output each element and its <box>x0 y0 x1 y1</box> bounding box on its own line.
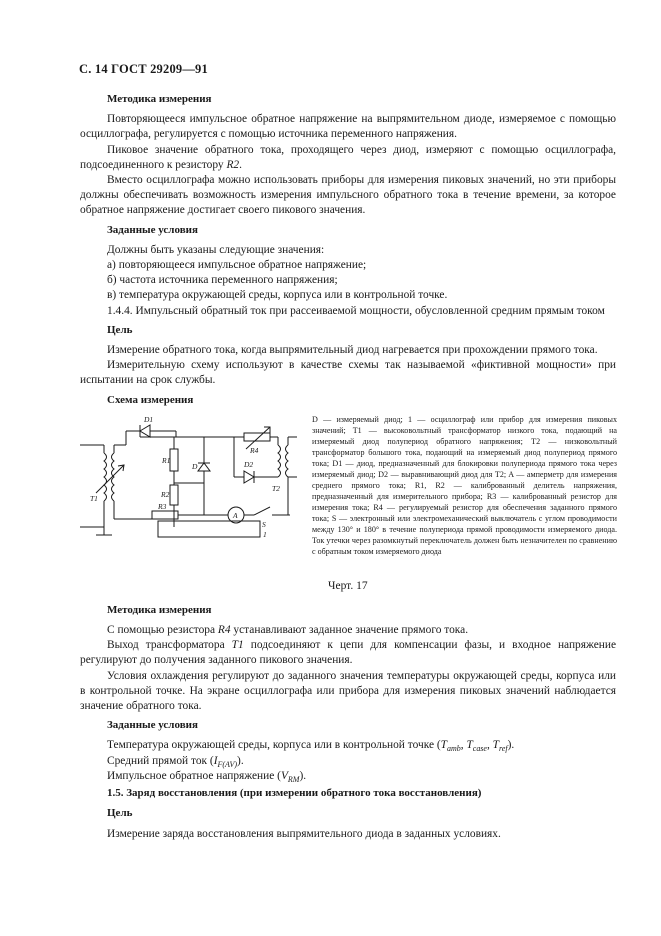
page-header: С. 14 ГОСТ 29209—91 <box>79 62 208 76</box>
label-r2: R2 <box>161 489 170 499</box>
list-item: б) частота источника переменного напряжения; <box>107 274 338 287</box>
label-s: S <box>262 519 266 529</box>
heading-conditions-2: Заданные условия <box>107 719 198 732</box>
circuit-diagram <box>66 413 298 553</box>
paragraph: Измерение обратного тока, когда выпрямительный диод нагревается при прохождении прямого тока. <box>107 344 598 357</box>
paragraph: Должны быть указаны следующие значения: <box>107 243 325 256</box>
paragraph: Повторяющееся импульсное обратное напряжение на выпрямительном диоде, измеряемое с помощью осциллографа, регулируется с помощью источника переменного напряжения. <box>80 113 616 141</box>
condition-reverse-voltage: Импульсное обратное напряжение $(V_{RM})$. <box>107 769 307 784</box>
heading-method-1: Методика измерения <box>107 93 212 105</box>
label-t1: T1 <box>90 493 98 503</box>
label-r4: R4 <box>250 445 259 455</box>
figure-legend: D — измеряемый диод; 1 — осциллограф или прибор для измерения пиковых значений; T1 — высоковольтный трансформатор низкого тока, подающий на измеряемый диод полупериод обратного напряжения; T2 — низковольтный трансформатор большого тока, подающий на измеряемый диод полупериод прямого тока; D1 — диод, предназначенный для блокировки полупериода прямого тока через измеряемый диод; D2 — выравнивающий диод для T2; A — амперметр для измерения среднего прямого тока; R1, R2 — калиброванный делитель напряжения, предназначенный для измерительного прибора; R3 — калиброванный резистор для измерения тока; R4 — регулируемый резистор для обеспечения заданного прямого тока; S — электронный или электромеханический выключатель с углом проводимости между 130° и 180° в течение полупериода прямой проводимости измеряемого диода. Ток утечки через разомкнутый переключатель должен быть незначителен по сравнению с обратным током измеряемого диода <box>312 414 617 556</box>
paragraph: Условия охлаждения регулируют до заданного значения температуры окружающей среды, корпуса или в контрольной точке. На экране осциллографа или прибора для измерения пиковых значений наблюдается значение обратного тока. <box>80 669 616 713</box>
heading-method-2: Методика измерения <box>107 603 212 616</box>
heading-schema: Схема измерения <box>107 393 194 406</box>
list-item: в) температура окружающей среды, корпуса или в контрольной точке. <box>107 289 448 302</box>
paragraph: Измерение заряда восстановления выпрямительного диода в заданных условиях. <box>107 827 501 840</box>
label-d2: D2 <box>244 459 254 469</box>
label-a: A <box>233 510 238 520</box>
paragraph: Измерительную схему используют в качестве схемы так называемой «фиктивной мощности» при испытании на срок службы. <box>80 359 616 387</box>
list-item: а) повторяющееся импульсное обратное напряжение; <box>107 259 367 272</box>
label-r1: R1 <box>162 455 171 465</box>
figure-17 <box>80 413 616 603</box>
label-d1: D1 <box>144 414 154 424</box>
heading-goal-2: Цель <box>107 807 133 820</box>
condition-temperature: Температура окружающей среды, корпуса или в контрольной точке ($T_{amb}$, $T_{case}$, $T_{ref}$). <box>107 739 515 754</box>
paragraph: Пиковое значение обратного тока, проходящего через диод, измеряют с помощью осциллографа, подсоединенного к резистору R2. <box>80 143 616 171</box>
paragraph: Вместо осциллографа можно использовать приборы для измерения пиковых значений, но эти приборы должны обеспечивать возможность измерения импульсного обратного тока в течение времени, за которое обратное напряжение достигает своего пикового значения. <box>80 174 616 217</box>
label-r3: R3 <box>158 501 167 511</box>
heading-1-5: 1.5. Заряд восстановления (при измерении обратного тока восстановления) <box>107 787 482 800</box>
label-oscilloscope: 1 <box>263 529 267 539</box>
clause-1-4-4: 1.4.4. Импульсный обратный ток при рассеиваемой мощности, обусловленной средним прямым током <box>107 304 605 317</box>
document-body <box>80 92 616 842</box>
label-d: D <box>192 461 198 471</box>
heading-goal-1: Цель <box>107 323 133 336</box>
heading-conditions-1: Заданные условия <box>107 223 198 236</box>
condition-forward-current: Средний прямой ток $(I_{F(AV)})$. <box>107 754 244 769</box>
paragraph: С помощью резистора R4 устанавливают заданное значение прямого тока. <box>107 624 469 637</box>
label-t2: T2 <box>272 483 280 493</box>
paragraph: Выход трансформатора T1 подсоединяют к цепи для компенсации фазы, и входное напряжение регулируют до получения заданного пикового значения. <box>80 639 616 667</box>
figure-caption: Черт. 17 <box>328 579 368 592</box>
